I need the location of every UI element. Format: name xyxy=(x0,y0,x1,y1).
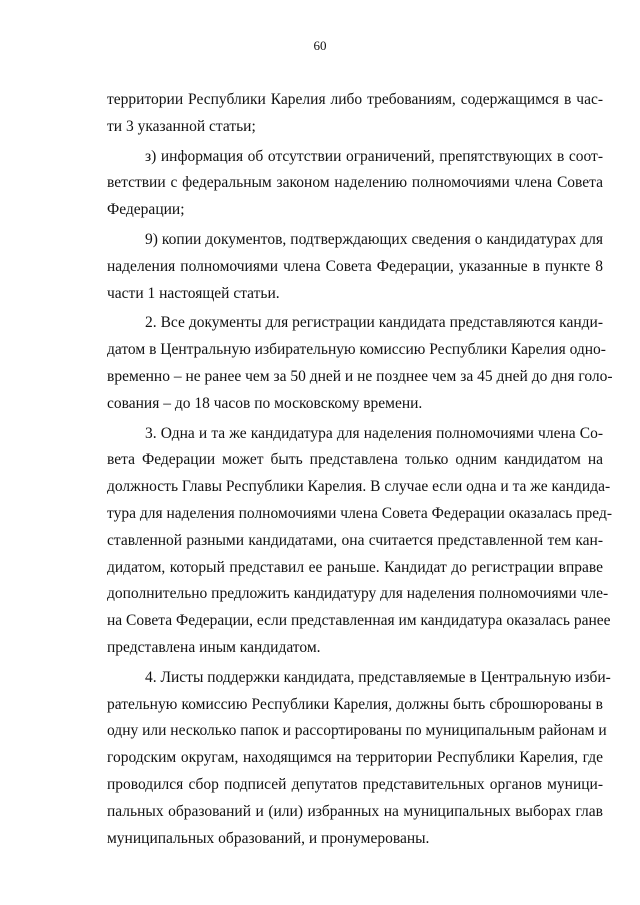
text-line: ти 3 указанной статьи; xyxy=(107,117,256,135)
text-line: 3. Одна и та же кандидатура для наделения полномочиями члена Со- xyxy=(145,424,603,442)
text-line: должность Главы Республики Карелия. В случае если одна и та же кандида- xyxy=(107,478,611,496)
text-line: Федерации; xyxy=(107,201,185,219)
text-line: 2. Все документы для регистрации кандидата представляются канди- xyxy=(145,314,603,332)
text-line: наделения полномочиями члена Совета Федерации, указанные в пункте 8 xyxy=(107,257,603,275)
text-line: временно – не ранее чем за 50 дней и не позднее чем за 45 дней до дня голо- xyxy=(107,367,613,385)
text-line: 4. Листы поддержки кандидата, представляемые в Центральную изби- xyxy=(145,668,611,686)
text-line: представлена иным кандидатом. xyxy=(107,638,321,656)
text-line: муниципальных образований, и пронумерованы. xyxy=(107,829,430,847)
text-line: вета Федерации может быть представлена только одним кандидатом на xyxy=(107,451,603,469)
paragraph-part-2 xyxy=(107,310,613,417)
text-line: ставленной разными кандидатами, она считается представленной тем кан- xyxy=(107,531,603,549)
text-line: проводился сбор подписей депутатов представительных органов муници- xyxy=(107,775,603,793)
paragraph-item-9 xyxy=(107,227,603,307)
text-line: 9) копии документов, подтверждающих сведения о кандидатурах для xyxy=(145,230,603,248)
text-line: сования – до 18 часов по московскому времени. xyxy=(107,394,423,412)
text-line: дидатом, который представил ее раньше. Кандидат до регистрации вправе xyxy=(107,558,603,576)
text-line: территории Республики Карелия либо требованиям, содержащимся в час- xyxy=(107,91,603,108)
paragraph-item-8 xyxy=(107,144,603,224)
text-line: ветствии с федеральным законом наделению полномочиями члена Совета xyxy=(107,174,603,192)
text-line: пальных образований и (или) избранных на муниципальных выборах глав xyxy=(107,802,603,820)
text-line: городским округам, находящимся на территории Республики Карелия, где xyxy=(107,749,603,767)
text-line: на Совета Федерации, если представленная им кандидатура оказалась ранее xyxy=(107,612,611,630)
paragraph-continuation xyxy=(107,87,603,141)
text-line: рательную комиссию Республики Карелия, должны быть сброшюрованы в xyxy=(107,695,603,713)
paragraph-part-3 xyxy=(107,421,612,662)
text-line: части 1 настоящей статьи. xyxy=(107,284,280,302)
page-number: 60 xyxy=(313,38,327,53)
text-line: одну или несколько папок и рассортированы по муниципальным районам и xyxy=(107,722,607,740)
text-line: датом в Центральную избирательную комиссию Республики Карелия одно- xyxy=(107,341,606,359)
text-line: дополнительно предложить кандидатуру для наделения полномочиями чле- xyxy=(107,585,609,603)
document-body xyxy=(107,87,613,855)
text-line: тура для наделения полномочиями члена Совета Федерации оказалась пред- xyxy=(107,504,612,522)
text-line: з) информация об отсутствии ограничений, препятствующих в соот- xyxy=(145,147,603,165)
paragraph-part-4 xyxy=(107,665,611,853)
